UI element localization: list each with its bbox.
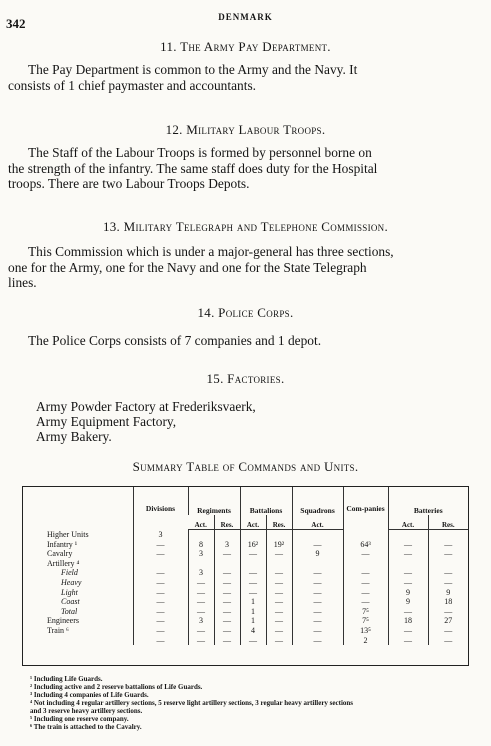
section-heading-14: 14. Police Corps. [197,305,294,320]
table-cell: — [240,636,266,646]
row-label: Total [61,606,78,616]
table-cell: — [388,607,428,617]
table-cell: — [214,636,240,646]
table-row [23,568,468,578]
table-cell: 9 [388,597,428,607]
table-cell [266,530,292,540]
header-batteries: Batteries [388,487,468,515]
footnote: ³ Including 4 companies of Life Guards. [30,691,149,699]
table-cell: — [188,626,214,636]
table-cell: — [266,578,292,588]
table-cell: — [214,588,240,598]
table-cell: — [214,626,240,636]
row-label: Light [61,587,78,597]
header-regiments: Regiments [188,487,240,515]
table-cell: 3 [214,540,240,550]
footnote: ⁶ The train is attached to the Cavalry. [30,723,142,731]
table-cell [292,559,343,569]
table-cell: — [343,568,388,578]
table-cell: — [292,636,343,646]
table-cell: — [133,616,188,626]
header-companies: Com-panies [343,487,388,530]
table-cell: — [388,540,428,550]
table-cell: — [388,549,428,559]
table-cell: — [240,578,266,588]
table-cell: — [133,540,188,550]
text-line: troops. There are two Labour Troops Depots. [8,176,250,191]
section-heading-11: 11. The Army Pay Department. [160,39,331,54]
table-cell [428,530,468,540]
table-cell: — [214,568,240,578]
table-cell [428,559,468,569]
section-text-13 [8,244,464,291]
table-cell: — [266,568,292,578]
table-cell: 18 [388,616,428,626]
table-cell [214,559,240,569]
section-text-12 [8,145,464,192]
header-act: Act. [240,515,266,530]
table-cell: 3 [133,530,188,540]
table-cell: — [266,549,292,559]
header-battalions: Battalions [240,487,292,515]
text-line: This Commission which is under a major-general has three sections, [28,244,394,259]
table-cell [188,559,214,569]
table-cell: — [388,578,428,588]
table-cell: — [188,588,214,598]
table-cell: — [388,626,428,636]
table-cell: — [188,607,214,617]
row-label: Field [61,568,78,578]
table-body [23,530,468,646]
table-cell: 7⁵ [343,607,388,617]
table-cell: — [428,568,468,578]
table-cell: — [292,578,343,588]
table-cell: 9 [428,588,468,598]
table-cell: — [240,568,266,578]
table-cell: — [266,597,292,607]
header-res: Res. [266,515,292,530]
table-cell: — [240,588,266,598]
row-label: Infantry ¹ [47,539,78,549]
table-cell: — [214,616,240,626]
header-act: Act. [188,515,214,530]
table-cell: — [240,549,266,559]
text-line: The Police Corps consists of 7 companies and 1 depot. [28,333,322,348]
table-row [23,597,468,607]
row-label: Train ⁶ [47,625,69,635]
footnote: ¹ Including Life Guards. [30,675,103,683]
table-cell: — [214,597,240,607]
header-res: Res. [428,515,468,530]
table-cell [343,559,388,569]
table-cell: — [133,549,188,559]
header-act: Act. [292,515,343,530]
table-cell: 27 [428,616,468,626]
list-item: Army Equipment Factory, [36,414,177,429]
table-cell: 4 [240,626,266,636]
text-line: The Staff of the Labour Troops is formed by personnel borne on [28,145,372,160]
row-label [23,636,133,646]
table-cell: — [133,626,188,636]
list-item: Army Bakery. [36,429,112,444]
table-cell: 64³ [343,540,388,550]
table-cell [266,559,292,569]
row-label: Heavy [61,577,82,587]
table-cell: — [343,578,388,588]
table-cell: — [292,626,343,636]
text-line: the strength of the infantry. The same staff does duty for the Hospital [8,160,378,176]
table-cell: — [428,636,468,646]
row-label: Artillery ⁴ [47,558,80,568]
table-cell: 16² [240,540,266,550]
table-cell: — [188,597,214,607]
table-cell [388,530,428,540]
table-cell: — [133,588,188,598]
table-cell: — [133,578,188,588]
table-cell: — [292,616,343,626]
row-label: Higher Units [47,529,89,539]
table-cell [240,559,266,569]
table-cell: — [188,578,214,588]
table-cell: 9 [388,588,428,598]
table-cell: — [266,616,292,626]
table-cell: — [214,607,240,617]
table-title: Summary Table of Commands and Units. [132,459,359,474]
section-heading-12: 12. Military Labour Troops. [165,122,326,137]
header-divisions: Divisions [133,487,188,530]
table-cell: — [133,568,188,578]
table-cell: — [133,597,188,607]
table-cell: 3 [188,549,214,559]
table-cell: 9 [292,549,343,559]
text-line: consists of 1 chief paymaster and accountants. [8,77,257,93]
table-cell: 8 [188,540,214,550]
summary-table [22,486,469,666]
table-cell: — [266,636,292,646]
table-row [23,549,468,559]
table-cell: 1 [240,616,266,626]
table-cell: 3 [188,568,214,578]
table-row [23,616,468,626]
table-cell: — [428,549,468,559]
table-cell: 2 [343,636,388,646]
table-cell: — [428,578,468,588]
footnotes [30,675,353,731]
header-squadrons: Squadrons [292,487,343,515]
footnote: ⁵ Including one reserve company. [30,715,129,723]
table-row [23,626,468,636]
table-cell: — [266,626,292,636]
table-cell: — [343,549,388,559]
table-cell: — [266,588,292,598]
header-res: Res. [214,515,240,530]
table-cell [188,530,214,540]
table-row [23,607,468,617]
factories-list [36,399,256,444]
table-cell: — [343,588,388,598]
section-heading-13: 13. Military Telegraph and Telephone Commission. [102,219,389,234]
section-text-11 [8,62,464,93]
table-cell: 7⁵ [343,616,388,626]
table-cell: — [266,607,292,617]
table-cell: — [388,568,428,578]
header-blank [23,487,133,530]
table-cell: 1 [240,597,266,607]
table-cell: — [428,540,468,550]
table-row [23,559,468,569]
table-cell: — [292,597,343,607]
text-line: lines. [8,275,37,290]
table-cell: — [428,607,468,617]
footnote: ⁴ Not including 4 regular artillery sections, 5 reserve light artillery sections, 3 regular heavy artillery sections [30,699,354,707]
table-cell: — [292,588,343,598]
table-row [23,530,468,540]
table-cell [240,530,266,540]
text-line: one for the Army, one for the Navy and one for the State Telegraph [8,259,367,275]
section-text-14 [8,333,464,349]
table-cell [292,530,343,540]
table-cell [133,559,188,569]
table-cell: — [214,578,240,588]
header-act: Act. [388,515,428,530]
table-cell: 1 [240,607,266,617]
table-row [23,588,468,598]
table-cell: — [133,607,188,617]
table-cell: — [388,636,428,646]
table-cell [388,559,428,569]
table-cell: — [292,540,343,550]
list-item: Army Powder Factory at Frederiksvaerk, [36,399,256,414]
footnote: and 3 reserve heavy artillery sections. [30,707,143,715]
table-cell: — [343,597,388,607]
table-cell [214,530,240,540]
table-cell: — [292,568,343,578]
table-cell: — [133,636,188,646]
running-head: DENMARK [218,12,273,22]
section-heading-15: 15. Factories. [206,371,285,386]
table-cell: — [188,636,214,646]
row-label: Engineers [47,616,79,626]
page-number: 342 [6,16,26,31]
table-cell: — [428,626,468,636]
table-cell [343,530,388,540]
table-cell: — [214,549,240,559]
text-line: The Pay Department is common to the Army and the Navy. It [28,62,358,77]
table-row [23,578,468,588]
table-row [23,636,468,646]
table-cell: 13⁵ [343,626,388,636]
row-label: Coast [61,597,80,607]
table-cell: 3 [188,616,214,626]
table-cell: 18 [428,597,468,607]
row-label: Cavalry [47,549,73,559]
table-row [23,540,468,550]
table-cell: — [292,607,343,617]
footnote: ² Including active and 2 reserve battalions of Life Guards. [30,683,203,691]
table-cell: 19² [266,540,292,550]
